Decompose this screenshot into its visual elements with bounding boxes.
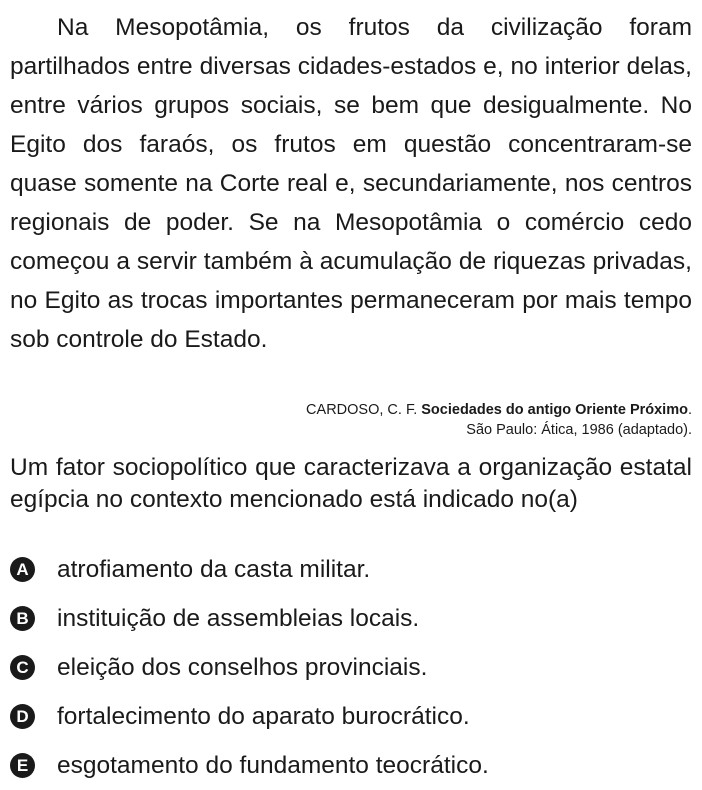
option-a[interactable]	[10, 545, 692, 594]
option-a-text: atrofiamento da casta militar.	[57, 555, 371, 583]
citation-title-suffix: .	[687, 402, 692, 418]
option-b-text: instituição de assembleias locais.	[57, 604, 420, 632]
answer-options	[10, 545, 692, 790]
option-d-text: fortalecimento do aparato burocrático.	[57, 702, 470, 730]
option-d-letter-icon: D	[10, 704, 35, 729]
option-e-letter-icon: E	[10, 753, 35, 778]
citation-line-1	[306, 400, 692, 420]
option-b-letter-icon: B	[10, 606, 35, 631]
option-c-text: eleição dos conselhos provinciais.	[57, 653, 428, 681]
citation-publication: São Paulo: Ática, 1986 (adaptado).	[466, 422, 692, 438]
option-c-letter-icon: C	[10, 655, 35, 680]
question-text: Um fator sociopolítico que caracterizava a organização estatal egípcia no contexto mencionado está indicado no(a)	[10, 454, 692, 513]
option-d[interactable]	[10, 692, 692, 741]
citation-title: Sociedades do antigo Oriente Próximo	[421, 402, 688, 418]
passage-text: Na Mesopotâmia, os frutos da civilização foram partilhados entre diversas cidades-estados e, no interior delas, entre vários grupos sociais, se bem que desigualmente. No Egito dos faraós, os frutos em questão concentraram-se quase somente na Corte real e, secundariamente, nos centros regionais de poder. Se na Mesopotâmia o comércio cedo começou a servir também à acumulação de riquezas privadas, no Egito as trocas importantes permaneceram por mais tempo sob controle do Estado.	[10, 14, 692, 353]
citation	[306, 400, 692, 440]
option-e[interactable]	[10, 741, 692, 790]
citation-author: CARDOSO, C. F.	[306, 402, 422, 418]
option-a-letter-icon: A	[10, 557, 35, 582]
option-e-text: esgotamento do fundamento teocrático.	[57, 751, 489, 779]
option-c[interactable]	[10, 643, 692, 692]
option-b[interactable]	[10, 594, 692, 643]
